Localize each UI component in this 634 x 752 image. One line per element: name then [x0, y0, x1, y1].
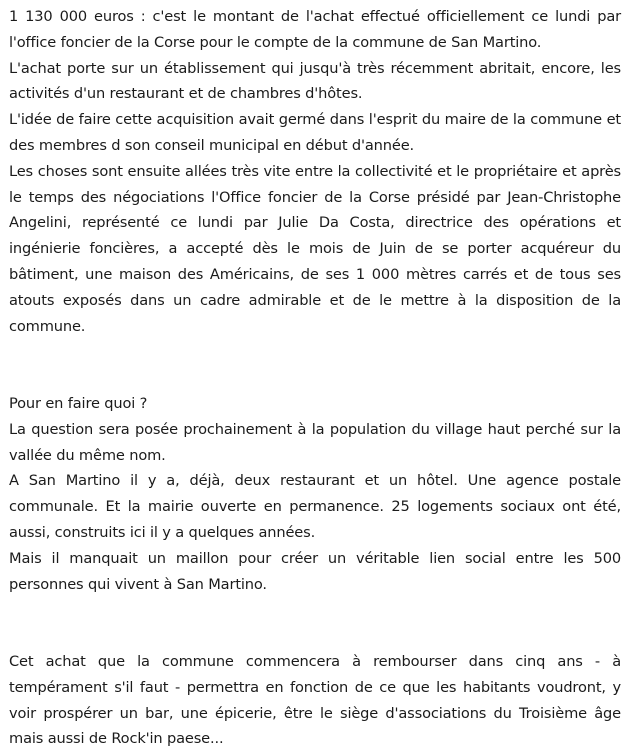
- paragraph-question: Pour en faire quoi ?: [9, 394, 148, 412]
- paragraph-future-use: Cet achat que la commune commencera à rembourser dans cinq ans - à tempérament s'il faut - permettra en fonction de ce que les habitants voudront, y voir prospérer un bar, une épicerie, être le siège d'associations du Troisième âge mais aussi de Rock'in paese...: [9, 652, 621, 748]
- paragraph-social-link: Mais il manquait un maillon pour créer un véritable lien social entre les 500 personnes qui vivent à San Martino.: [9, 549, 621, 593]
- paragraph-establishment: L'achat porte sur un établissement qui jusqu'à très récemment abritait, encore, les activités d'un restaurant et de chambres d'hôtes.: [9, 59, 621, 103]
- paragraph-village-services: A San Martino il y a, déjà, deux restaurant et un hôtel. Une agence postale communale. Et la mairie ouverte en permanence. 25 logements sociaux ont été, aussi, construits ici il y a quelques années.: [9, 472, 621, 541]
- article-body: [9, 4, 621, 752]
- paragraph-purchase-amount: 1 130 000 euros : c'est le montant de l'achat effectué officiellement ce lundi par l'office foncier de la Corse pour le compte de la commune de San Martino.: [9, 8, 621, 51]
- paragraph-idea: L'idée de faire cette acquisition avait germé dans l'esprit du maire de la commune et des membres d son conseil municipal en début d'année.: [9, 111, 621, 154]
- paragraph-negotiations: Les choses sont ensuite allées très vite entre la collectivité et le propriétaire et après le temps des négociations l'Office foncier de la Corse présidé par Jean-Christophe Angelini, représenté ce lundi par Julie Da Costa, directrice des opérations et ingénierie foncières, a accepté dès le mois de Juin de se porter acquéreur du bâtiment, une maison des Américains, de ses 1 000 mètres carrés et de tous ses atouts exposés dans un cadre admirable et de le mettre à la disposition de la commune.: [9, 162, 621, 335]
- section-spacer: [9, 339, 621, 391]
- section-spacer: [9, 597, 621, 649]
- paragraph-consultation: La question sera posée prochainement à la population du village haut perché sur la vallée du même nom.: [9, 420, 621, 464]
